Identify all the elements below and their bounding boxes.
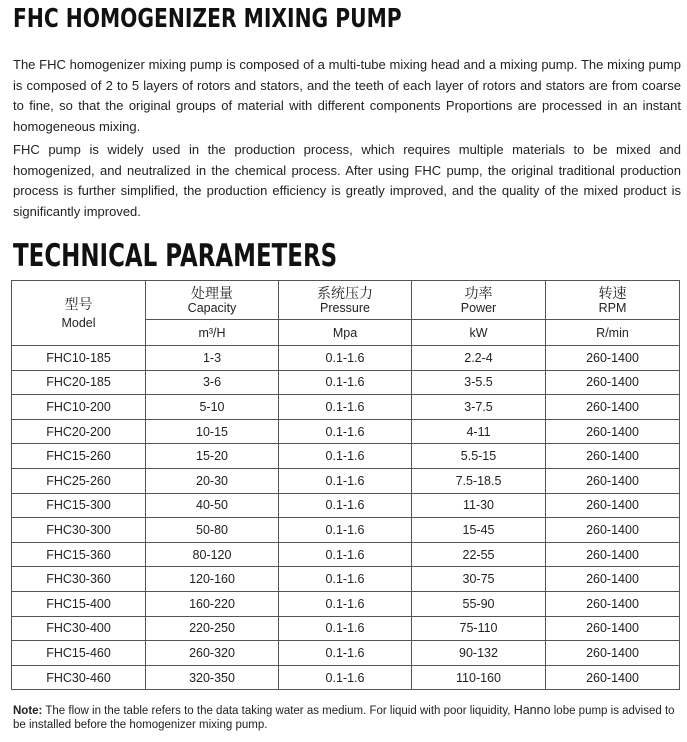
power-cell: 4-11 [412,419,546,444]
power-cell: 55-90 [412,591,546,616]
rpm-cell: 260-1400 [546,665,680,690]
rpm-cell: 260-1400 [546,395,680,420]
header-power-en: Power [460,300,497,315]
pressure-cell: 0.1-1.6 [279,616,412,641]
header-model-zh: 型号 [64,295,93,312]
pressure-cell: 0.1-1.6 [279,370,412,395]
capacity-cell: 5-10 [146,395,279,420]
capacity-cell: 40-50 [146,493,279,518]
model-cell: FHC15-360 [12,542,146,567]
rpm-cell: 260-1400 [546,591,680,616]
capacity-cell: 160-220 [146,591,279,616]
header-rpm-zh: 转速 [598,284,627,301]
header-model-en: Model [61,315,96,330]
table-row [12,518,680,543]
rpm-cell: 260-1400 [546,346,680,371]
power-cell: 3-5.5 [412,370,546,395]
model-cell: FHC25-260 [12,468,146,493]
table-row [12,641,680,666]
table-body [12,346,680,690]
table-row [12,665,680,690]
pressure-cell: 0.1-1.6 [279,518,412,543]
capacity-cell: 1-3 [146,346,279,371]
table-row [12,444,680,469]
header-capacity [146,281,279,320]
note-brand: Hanno [513,703,551,717]
power-cell: 15-45 [412,518,546,543]
table-row [12,591,680,616]
rpm-cell: 260-1400 [546,567,680,592]
model-cell: FHC20-185 [12,370,146,395]
rpm-cell: 260-1400 [546,468,680,493]
header-pressure-en: Pressure [319,300,371,315]
rpm-cell: 260-1400 [546,370,680,395]
model-cell: FHC10-200 [12,395,146,420]
rpm-cell: 260-1400 [546,493,680,518]
pressure-cell: 0.1-1.6 [279,542,412,567]
table-row [12,346,680,371]
capacity-cell: 15-20 [146,444,279,469]
table-row [12,616,680,641]
model-cell: FHC15-460 [12,641,146,666]
table-row [12,395,680,420]
unit-capacity: m³/H [146,320,279,346]
header-model [12,281,146,346]
model-cell: FHC30-460 [12,665,146,690]
technical-parameters-table [11,280,680,690]
pressure-cell: 0.1-1.6 [279,567,412,592]
rpm-cell: 260-1400 [546,518,680,543]
table-row [12,370,680,395]
power-cell: 22-55 [412,542,546,567]
model-cell: FHC30-400 [12,616,146,641]
table-row [12,419,680,444]
unit-pressure: Mpa [279,320,412,346]
header-power [412,281,546,320]
pressure-cell: 0.1-1.6 [279,444,412,469]
rpm-cell: 260-1400 [546,444,680,469]
power-cell: 11-30 [412,493,546,518]
section-title: TECHNICAL PARAMETERS [13,238,338,274]
pressure-cell: 0.1-1.6 [279,591,412,616]
rpm-cell: 260-1400 [546,616,680,641]
header-rpm [546,281,680,320]
pressure-cell: 0.1-1.6 [279,395,412,420]
power-cell: 75-110 [412,616,546,641]
description-paragraph-1: The FHC homogenizer mixing pump is composed of a multi-tube mixing head and a mixing pump. The mixing pump is composed of 2 to 5 layers of rotors and stators, and the teeth of each layer of rotors and stators are from coarse to fine, so that the original groups of material with different components Proportions are processed in an instant homogeneous mixing. [13,57,681,134]
power-cell: 5.5-15 [412,444,546,469]
rpm-cell: 260-1400 [546,419,680,444]
capacity-cell: 320-350 [146,665,279,690]
unit-rpm: R/min [546,320,680,346]
footnote [13,703,685,732]
capacity-cell: 10-15 [146,419,279,444]
header-pressure [279,281,412,320]
model-cell: FHC30-360 [12,567,146,592]
header-power-zh: 功率 [464,284,493,301]
table-row [12,468,680,493]
power-cell: 2.2-4 [412,346,546,371]
model-cell: FHC10-185 [12,346,146,371]
model-cell: FHC15-260 [12,444,146,469]
header-capacity-en: Capacity [187,300,237,315]
pressure-cell: 0.1-1.6 [279,493,412,518]
capacity-cell: 220-250 [146,616,279,641]
note-text-after: lobe pump is advised to be installed before the homogenizer mixing pump. [13,705,675,731]
note-text-before: The flow in the table refers to the data taking water as medium. For liquid with poor liquidity, [42,705,514,717]
table-row [12,567,680,592]
power-cell: 7.5-18.5 [412,468,546,493]
capacity-cell: 50-80 [146,518,279,543]
pressure-cell: 0.1-1.6 [279,468,412,493]
pressure-cell: 0.1-1.6 [279,641,412,666]
capacity-cell: 260-320 [146,641,279,666]
capacity-cell: 80-120 [146,542,279,567]
unit-power: kW [412,320,546,346]
header-capacity-zh: 处理量 [191,284,233,301]
pressure-cell: 0.1-1.6 [279,419,412,444]
model-cell: FHC15-300 [12,493,146,518]
model-cell: FHC20-200 [12,419,146,444]
capacity-cell: 120-160 [146,567,279,592]
pressure-cell: 0.1-1.6 [279,665,412,690]
power-cell: 110-160 [412,665,546,690]
power-cell: 90-132 [412,641,546,666]
model-cell: FHC15-400 [12,591,146,616]
note-label: Note: [13,705,43,717]
table-row [12,542,680,567]
table-row [12,493,680,518]
header-rpm-en: RPM [598,300,627,315]
description-paragraph-2: FHC pump is widely used in the production process, which requires multiple materials to be mixed and homogenized, and neutralized in the chemical process. After using FHC pump, the original traditional production process is further simplified, the production efficiency is greatly improved, and the quality of the mixed product is significantly improved. [13,142,681,219]
capacity-cell: 3-6 [146,370,279,395]
capacity-cell: 20-30 [146,468,279,493]
model-cell: FHC30-300 [12,518,146,543]
header-pressure-zh: 系统压力 [317,284,373,301]
power-cell: 3-7.5 [412,395,546,420]
power-cell: 30-75 [412,567,546,592]
rpm-cell: 260-1400 [546,542,680,567]
pressure-cell: 0.1-1.6 [279,346,412,371]
rpm-cell: 260-1400 [546,641,680,666]
page-title: FHC HOMOGENIZER MIXING PUMP [13,4,402,34]
